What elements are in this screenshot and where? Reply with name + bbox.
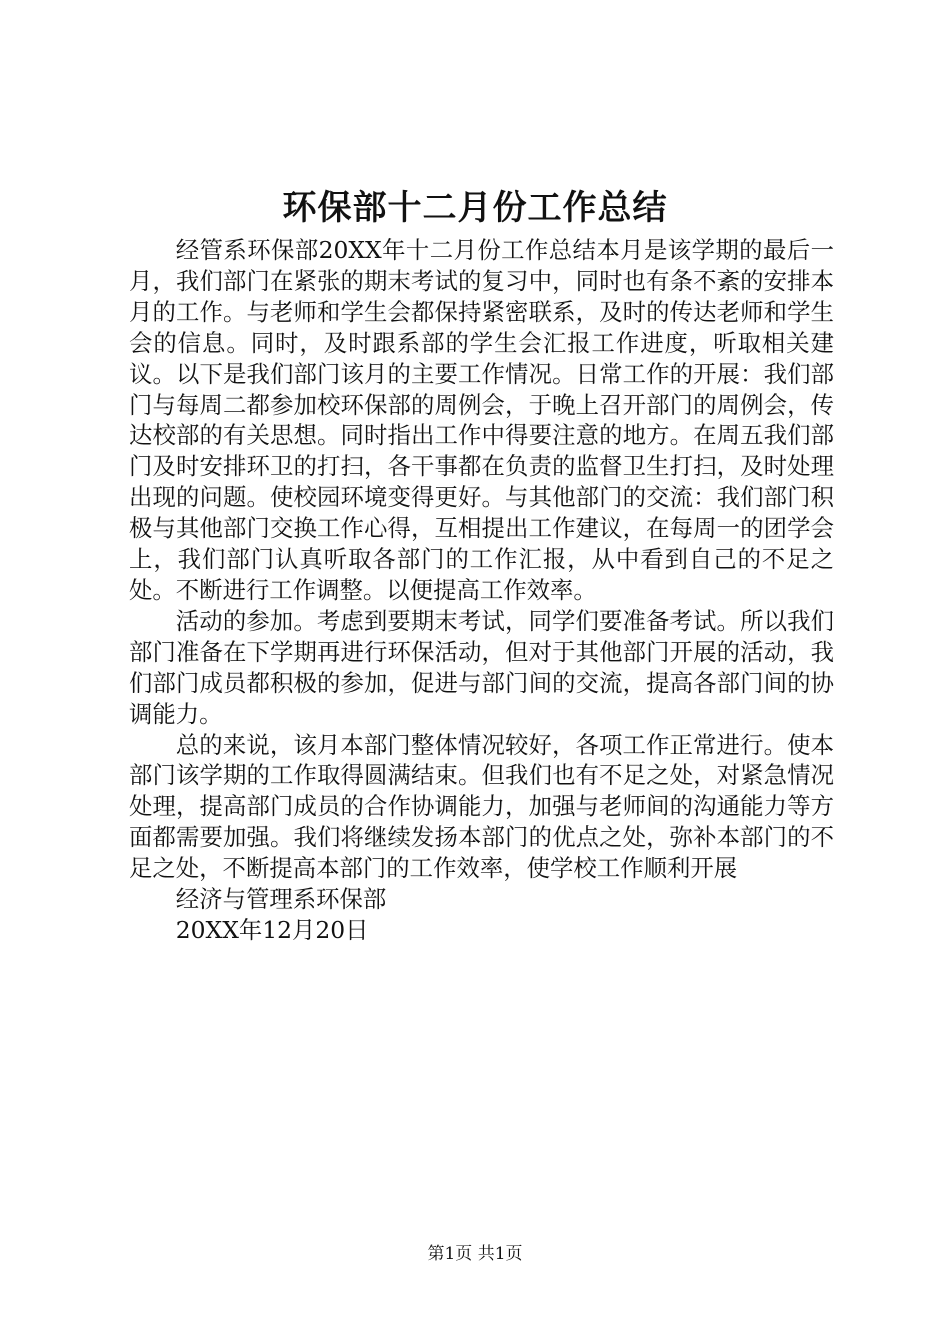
document-title: 环保部十二月份工作总结 — [282, 188, 668, 228]
paragraph-1: 经管系环保部20XX年十二月份工作总结本月是该学期的最后一月，我们部门在紧张的期末考试的复习中，同时也有条不紊的安排本月的工作。与老师和学生会都保持紧密联系，及时的传达老师和学生会的信息。同时，及时跟系部的学生会汇报工作进度，听取相关建议。以下是我们部门该月的主要工作情况。日常工作的开展：我们部门与每周二都参加校环保部的周例会，于晚上召开部门的周例会，传达校部的有关思想。同时指出工作中得要注意的地方。在周五我们部门及时安排环卫的打扫，各干事都在负责的监督卫生打扫，及时处理出现的问题。使校园环境变得更好。与其他部门的交流：我们部门积极与其他部门交换工作心得，互相提出工作建议，在每周一的团学会上，我们部门认真听取各部门的工作汇报，从中看到自己的不足之处。不断进行工作调整。以便提高工作效率。 — [129, 236, 834, 604]
paragraph-3: 总的来说，该月本部门整体情况较好，各项工作正常进行。使本部门该学期的工作取得圆满结束。但我们也有不足之处，对紧急情况处理，提高部门成员的合作协调能力，加强与老师间的沟通能力等方面都需要加强。我们将继续发扬本部门的优点之处，弥补本部门的不足之处，不断提高本部门的工作效率，使学校工作顺利开展 — [129, 730, 834, 883]
paragraph-2: 活动的参加。考虑到要期末考试，同学们要准备考试。所以我们部门准备在下学期再进行环保活动，但对于其他部门开展的活动，我们部门成员都积极的参加，促进与部门间的交流，提高各部门间的协调能力。 — [129, 606, 834, 728]
signature: 经济与管理系环保部 — [175, 885, 387, 914]
page-footer: 第1页 共1页 — [427, 1244, 523, 1264]
document-date: 20XX年12月20日 — [175, 915, 369, 944]
document-body — [129, 235, 834, 946]
